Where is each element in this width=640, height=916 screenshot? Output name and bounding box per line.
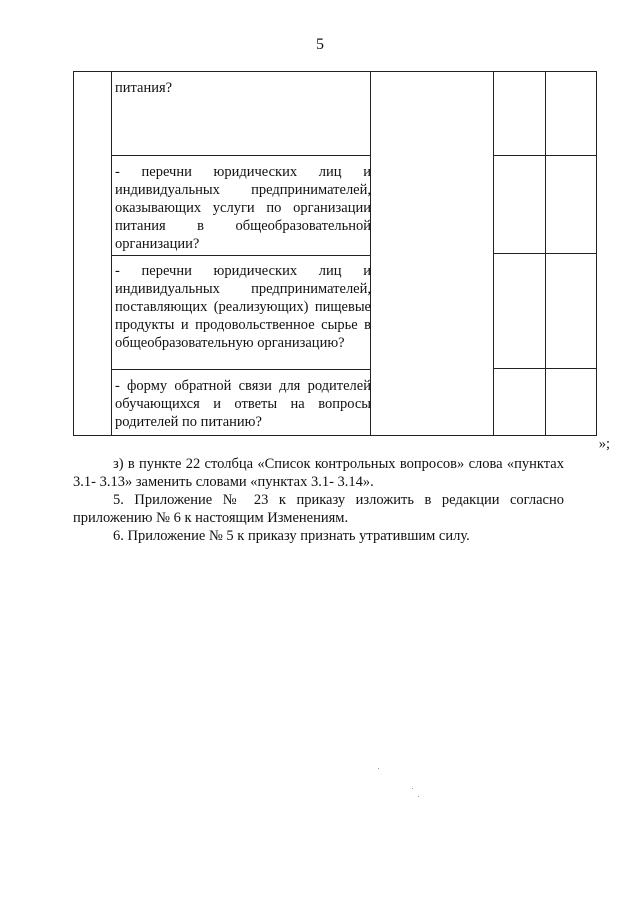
table-row-divider [111,369,370,370]
scan-speck [418,796,419,797]
table-column-divider [111,71,112,436]
page-number: 5 [316,36,324,53]
question-text: - форму обратной связи для родителей обучающихся и ответы на вопросы родителей по питанию? [115,378,371,430]
question-text: - перечни юридических лиц и индивидуальных предпринимателей, оказывающих услуги по организации питания в общеобразовательной организации? [115,164,371,252]
paragraph: 6. Приложение № 5 к приказу признать утратившим силу. [113,528,470,544]
table-row-divider [493,253,596,254]
table-row [115,163,371,253]
paragraph: 5. Приложение № 23 к приказу изложить в редакции согласно приложению № 6 к настоящим Изменениям. [73,492,564,526]
question-text: питания? [115,80,173,96]
table-row-divider [493,155,596,156]
table-border-left [73,71,74,436]
scan-speck [378,768,379,769]
table-row-divider [493,368,596,369]
table-row-divider [111,155,370,156]
table-row [115,262,371,352]
paragraph: з) в пункте 22 столбца «Список контрольных вопросов» слова «пунктах 3.1- 3.13» заменить словами «пунктах 3.1- 3.14». [73,456,564,490]
scan-speck [412,788,413,789]
question-text: - перечни юридических лиц и индивидуальных предпринимателей, поставляющих (реализующих) пищевые продукты и продовольственное сырье в общеобразовательную организацию? [115,263,371,351]
document-body [73,455,564,545]
checklist-table [73,71,597,436]
table-border-right [596,71,597,436]
table-row [115,377,371,431]
table-row [115,79,371,97]
table-border-top [73,71,597,72]
table-row-divider [111,255,370,256]
table-border-bottom [73,435,597,436]
closing-quote-mark: »; [598,436,610,452]
